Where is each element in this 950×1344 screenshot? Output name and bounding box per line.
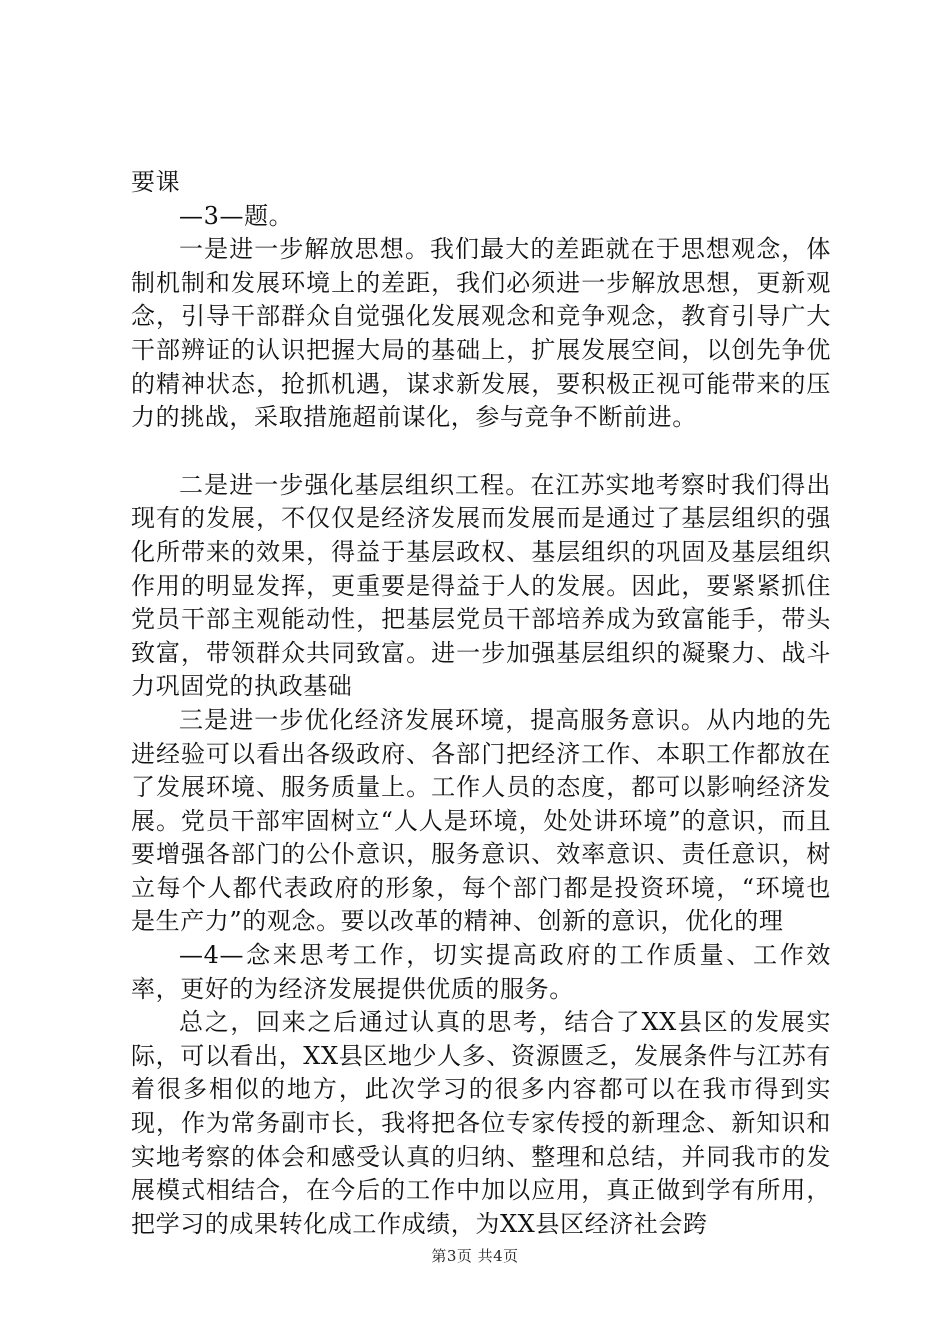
paragraph-page-marker-3: —3—题。 — [179, 201, 294, 230]
paragraph-gap — [131, 435, 831, 469]
paragraph-page-marker-4: —4—念来思考工作，切实提高政府的工作质量、工作效率，更好的为经济发展提供优质的服务。 — [131, 941, 831, 1003]
paragraph-point-three: 三是进一步优化经济发展环境，提高服务意识。从内地的先进经验可以看出各级政府、各部门把经济工作、本职工作都放在了发展环境、服务质量上。工作人员的态度，都可以影响经济发展。党员干部牢固树立“人人是环境，处处讲环境”的意识，而且要增强各部门的公仆意识，服务意识、效率意识、责任意识，树立每个人都代表政府的形象，每个部门都是投资环境，“环境也是生产力”的观念。要以改革的精神、创新的意识，优化的理 — [131, 705, 831, 936]
page-number-footer: 第3页 共4页 — [431, 1247, 519, 1265]
paragraph-summary: 总之，回来之后通过认真的思考，结合了XX县区的发展实际，可以看出，XX县区地少人多、资源匮乏，发展条件与江苏有着很多相似的地方，此次学习的很多内容都可以在我市得到实现，作为常务副市长，我将把各位专家传授的新理念、新知识和实地考察的体会和感受认真的归纳、整理和总结，并同我市的发展模式相结合，在今后的工作中加以应用，真正做到学有所用，把学习的成果转化成工作成绩，为XX县区经济社会跨 — [131, 1008, 831, 1238]
paragraph-point-two: 二是进一步强化基层组织工程。在江苏实地考察时我们得出现有的发展，不仅仅是经济发展而发展而是通过了基层组织的强化所带来的效果，得益于基层政权、基层组织的巩固及基层组织作用的明显发挥，更重要是得益于人的发展。因此，要紧紧抓住党员干部主观能动性，把基层党员干部培养成为致富能手，带头致富，带领群众共同致富。进一步加强基层组织的凝聚力、战斗力巩固党的执政基础 — [131, 470, 831, 701]
document-body — [131, 166, 831, 1241]
paragraph-point-one: 一是进一步解放思想。我们最大的差距就在于思想观念，体制机制和发展环境上的差距，我们必须进一步解放思想，更新观念，引导干部群众自觉强化发展观念和竞争观念，教育引导广大干部辨证的认识把握大局的基础上，扩展发展空间，以创先争优的精神状态，抢抓机遇，谋求新发展，要积极正视可能带来的压力的挑战，采取措施超前谋化，参与竞争不断前进。 — [131, 235, 831, 432]
paragraph-continuation: 要课 — [131, 168, 181, 196]
